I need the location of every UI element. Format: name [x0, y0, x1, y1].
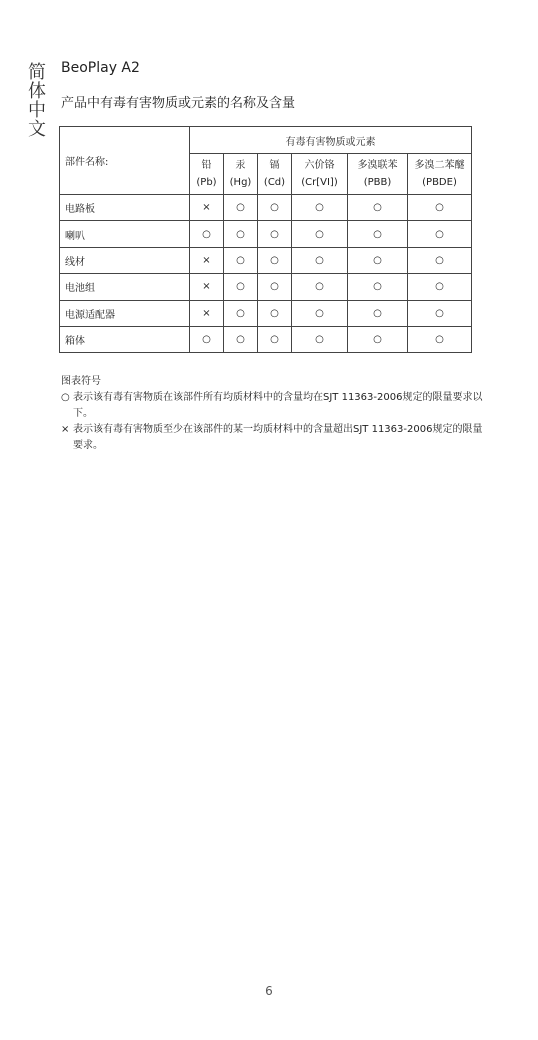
value-cell: × — [190, 300, 224, 326]
part-name-cell: 电源适配器 — [60, 300, 190, 326]
value-cell: ○ — [258, 300, 292, 326]
value-cell: ○ — [348, 300, 408, 326]
legend-item — [61, 390, 491, 422]
part-name-cell: 喇叭 — [60, 221, 190, 247]
substance-header: 多溴联苯 (PBB) — [348, 154, 408, 195]
value-cell: ○ — [224, 300, 258, 326]
value-cell: ○ — [348, 221, 408, 247]
value-cell: ○ — [348, 326, 408, 352]
legend-text: 表示该有毒有害物质至少在该部件的某一均质材料中的含量超出SJT 11363-2006规定的限量要求。 — [73, 424, 483, 451]
value-cell: ○ — [408, 300, 472, 326]
legend — [61, 374, 491, 454]
value-cell: ○ — [292, 274, 348, 300]
table-row — [60, 300, 472, 326]
page-number: 6 — [265, 984, 273, 998]
value-cell: ○ — [258, 274, 292, 300]
value-cell: ○ — [408, 247, 472, 273]
value-cell: ○ — [224, 326, 258, 352]
substance-header: 多溴二苯醚 (PBDE) — [408, 154, 472, 195]
value-cell: × — [190, 247, 224, 273]
substance-header: 铅 (Pb) — [190, 154, 224, 195]
language-label: 简体中文 — [25, 62, 46, 138]
value-cell: ○ — [258, 247, 292, 273]
value-cell: × — [190, 274, 224, 300]
value-cell: ○ — [348, 274, 408, 300]
value-cell: ○ — [258, 221, 292, 247]
table-row — [60, 326, 472, 352]
model-name: BeoPlay A2 — [61, 60, 140, 76]
value-cell: ○ — [408, 326, 472, 352]
value-cell: ○ — [258, 195, 292, 221]
substance-header: 六价铬 (Cr[VI]) — [292, 154, 348, 195]
table-row — [60, 195, 472, 221]
table-row — [60, 247, 472, 273]
part-name-header: 部件名称: — [60, 127, 190, 195]
value-cell: ○ — [292, 326, 348, 352]
value-cell: ○ — [224, 274, 258, 300]
value-cell: ○ — [224, 221, 258, 247]
substance-header: 镉 (Cd) — [258, 154, 292, 195]
value-cell: ○ — [348, 195, 408, 221]
substance-header: 汞 (Hg) — [224, 154, 258, 195]
part-name-cell: 线材 — [60, 247, 190, 273]
value-cell: ○ — [292, 195, 348, 221]
value-cell: ○ — [292, 247, 348, 273]
substance-table — [59, 126, 472, 353]
value-cell: ○ — [190, 326, 224, 352]
table-row — [60, 274, 472, 300]
part-name-cell: 电池组 — [60, 274, 190, 300]
value-cell: ○ — [292, 300, 348, 326]
value-cell: ○ — [408, 195, 472, 221]
legend-text: 表示该有毒有害物质在该部件所有均质材料中的含量均在SJT 11363-2006规定的限量要求以下。 — [73, 392, 483, 419]
value-cell: ○ — [224, 195, 258, 221]
value-cell: ○ — [258, 326, 292, 352]
part-name-cell: 电路板 — [60, 195, 190, 221]
value-cell: ○ — [348, 247, 408, 273]
cross-symbol-icon: × — [61, 424, 70, 435]
value-cell: ○ — [292, 221, 348, 247]
circle-symbol-icon: ○ — [61, 392, 70, 403]
value-cell: × — [190, 195, 224, 221]
page-subtitle: 产品中有毒有害物质或元素的名称及含量 — [61, 96, 296, 111]
substance-group-header: 有毒有害物质或元素 — [190, 127, 472, 154]
table-row — [60, 221, 472, 247]
legend-title: 图表符号 — [61, 376, 101, 387]
legend-item — [61, 422, 491, 454]
value-cell: ○ — [224, 247, 258, 273]
value-cell: ○ — [408, 274, 472, 300]
part-name-cell: 箱体 — [60, 326, 190, 352]
value-cell: ○ — [190, 221, 224, 247]
value-cell: ○ — [408, 221, 472, 247]
